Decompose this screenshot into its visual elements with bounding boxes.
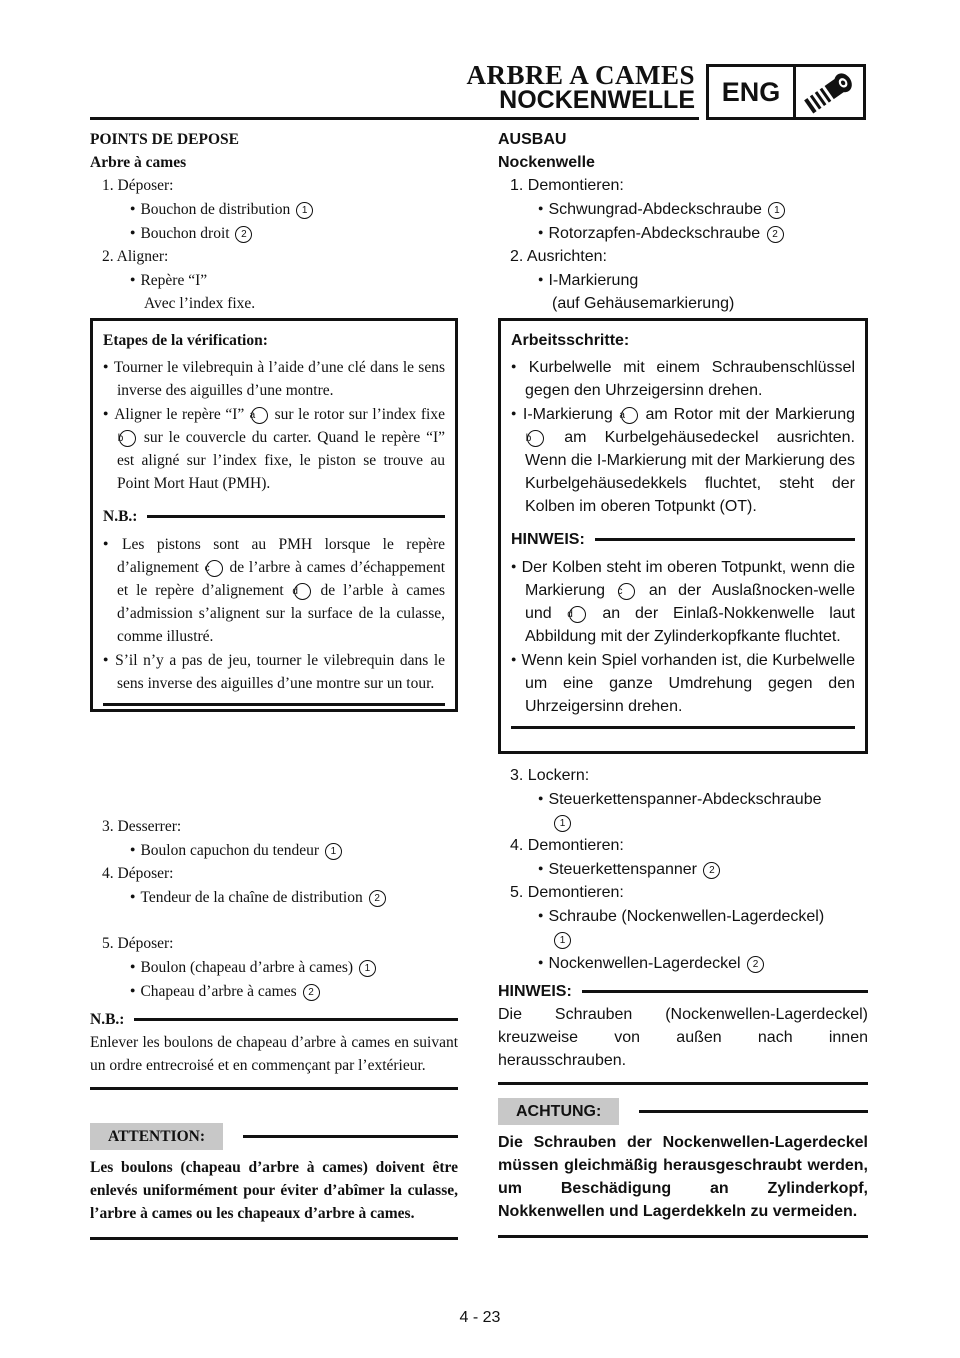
procedure-box xyxy=(90,318,458,712)
right-steps-3-5 xyxy=(498,764,868,975)
list-item: ● Kurbelwelle mit einem Schraubenschlüssel gegen den Uhrzeigersinn drehen. xyxy=(511,355,855,402)
step-4: 4. Demontieren: xyxy=(510,837,624,854)
step-4: 4. Déposer: xyxy=(102,865,174,882)
ref-number: 2 xyxy=(235,226,252,243)
step-2: 2. Ausrichten: xyxy=(510,248,607,265)
list-item: ● Wenn kein Spiel vorhanden ist, die Kurbelwelle um eine ganze Umdrehung gegen den Uhrzeigersinn drehen. xyxy=(511,648,855,718)
list-item: ● I-Markierung a am Rotor mit der Markierung b am Kurbelgehäusedeckel ausrichten. Wenn die I-Markierung mit der Markierung des Kurbelgehäusedekkels fluchtet, steht der Kolben im oberen Totpunkt (OT). xyxy=(511,402,855,518)
box-title: Arbeitsschritte: xyxy=(511,332,630,349)
eng-badge xyxy=(706,64,866,120)
section-title: POINTS DE DEPOSE xyxy=(90,131,240,148)
attention-block xyxy=(90,1123,458,1240)
achtung-text: Die Schrauben der Nockenwellen-Lagerdeckel müssen gleichmäßig herausgeschraubt werden, um Beschädigung an Zylinderkopf, Nokkenwellen und Lagerdekkeln zu vermeiden. xyxy=(498,1134,868,1220)
ref-letter: c xyxy=(206,560,223,577)
list-item: ● Der Kolben steht im oberen Totpunkt, wenn die Markierung c an der Auslaßnocken-welle und d an der Einlaß-Nokkenwelle laut Abbildung mit der Zylinderkopfkante fluchtet. xyxy=(511,555,855,648)
list-item: ● Bouchon droit 2 xyxy=(90,221,458,245)
step-3: 3. Lockern: xyxy=(510,767,590,784)
list-item: ● Steuerkettenspanner 2 xyxy=(498,857,868,881)
achtung-block xyxy=(498,1098,868,1238)
procedure-box xyxy=(498,318,868,754)
achtung-label: ACHTUNG: xyxy=(498,1098,619,1125)
box-title: Etapes de la vérification: xyxy=(103,332,268,349)
subtitle: Nockenwelle xyxy=(498,154,595,171)
list-item: ● Tendeur de la chaîne de distribution 2 xyxy=(90,885,458,909)
eng-label: ENG xyxy=(709,67,796,117)
list-item-cont: Avec l’index fixe. xyxy=(144,295,256,312)
list-item: ● Tourner le vilebrequin à l’aide d’une clé dans le sens inverse des aiguilles d’une montre. xyxy=(103,355,445,402)
right-column xyxy=(498,128,868,315)
nb-note-2: N.B.: Enlever les boulons de chapeau d’arbre à cames en suivant un ordre entrecroisé et en commençant par l’extérieur. xyxy=(90,1008,458,1090)
ref-letter: a xyxy=(621,407,638,424)
attention-text: Les boulons (chapeau d’arbre à cames) doivent être enlevés uniformément pour éviter d’abîmer la culasse, l’arbre à cames ou les chapeaux d’arbre à cames. xyxy=(90,1159,458,1222)
ref-number: 1 xyxy=(296,202,313,219)
list-item: ● Steuerkettenspanner-Abdeckschraube xyxy=(498,787,868,811)
ref-letter: d xyxy=(569,606,586,623)
list-item: ● Boulon (chapeau d’arbre à cames) 1 xyxy=(90,955,458,979)
step-2: 2. Aligner: xyxy=(102,248,169,265)
list-item: ● Chapeau d’arbre à cames 2 xyxy=(90,979,458,1003)
left-steps-3-5 xyxy=(90,815,458,1003)
step-5: 5. Demontieren: xyxy=(510,884,624,901)
hinweis-note-2: HINWEIS: Die Schrauben (Nockenwellen-Lagerdeckel) kreuzweise von außen nach innen herausschrauben. xyxy=(498,980,868,1085)
ref-number: 2 xyxy=(303,984,320,1001)
step-5: 5. Déposer: xyxy=(102,935,174,952)
list-item: ● Les pistons sont au PMH lorsque le repère d’alignement c de l’arbre à cames d’échappement et le repère d’alignement d de l’arble à cames d’admission s’alignent sur la surface de la culasse, comme illustré. xyxy=(103,532,445,648)
list-item: ● Schwungrad-Abdeckschraube 1 xyxy=(498,197,868,221)
list-item: ● S’il n’y a pas de jeu, tourner le vilebrequin dans le sens inverse des aiguilles d’une montre sur un tour. xyxy=(103,648,445,695)
nb-heading: N.B.: xyxy=(103,505,445,528)
title-fr: ARBRE A CAMES xyxy=(466,60,695,90)
nb-text: Enlever les boulons de chapeau d’arbre à cames en suivant un ordre entrecroisé et en commençant par l’extérieur. xyxy=(90,1034,458,1074)
section-title: AUSBAU xyxy=(498,131,567,148)
ref-letter: b xyxy=(119,430,136,447)
hinweis-end-rule xyxy=(511,726,855,729)
ref-number: 1 xyxy=(554,815,571,832)
list-item: ● Aligner le repère “I” a sur le rotor sur l’index fixe b sur le couvercle du carter. Quand le repère “I” est aligné sur l’index fixe, le piston se trouve au Point Mort Haut (PMH). xyxy=(103,402,445,495)
attention-label: ATTENTION: xyxy=(90,1123,223,1150)
hinweis-heading: HINWEIS: xyxy=(511,528,855,551)
ref-number: 1 xyxy=(768,202,785,219)
nb-end-rule xyxy=(103,703,445,706)
camshaft-icon xyxy=(796,67,863,117)
ref-number: 1 xyxy=(554,932,571,949)
hinweis-text: Die Schrauben (Nockenwellen-Lagerdeckel) kreuzweise von außen nach innen herausschrauben. xyxy=(498,1006,868,1069)
step-1: 1. Demontieren: xyxy=(510,177,624,194)
list-item: ● Bouchon de distribution 1 xyxy=(90,197,458,221)
ref-letter: b xyxy=(527,430,544,447)
ref-number: 2 xyxy=(703,862,720,879)
list-item: ● Rotorzapfen-Abdeckschraube 2 xyxy=(498,221,868,245)
left-column xyxy=(90,128,458,315)
ref-number: 1 xyxy=(359,960,376,977)
list-item: ● Schraube (Nockenwellen-Lagerdeckel) xyxy=(498,904,868,928)
ref-letter: d xyxy=(294,583,311,600)
subtitle: Arbre à cames xyxy=(90,154,187,171)
ref-number: 2 xyxy=(767,226,784,243)
title-de: NOCKENWELLE xyxy=(499,86,695,114)
ref-number: 1 xyxy=(325,843,342,860)
list-item: ● Repère “I” xyxy=(90,268,458,292)
ref-letter: c xyxy=(618,583,635,600)
page-number: 4 - 23 xyxy=(459,1309,501,1326)
step-3: 3. Desserrer: xyxy=(102,818,182,835)
list-item: ● Boulon capuchon du tendeur 1 xyxy=(90,838,458,862)
ref-letter: a xyxy=(251,407,268,424)
list-item-cont: (auf Gehäusemarkierung) xyxy=(552,295,735,312)
ref-number: 2 xyxy=(369,890,386,907)
header-rule xyxy=(90,117,699,120)
step-1: 1. Déposer: xyxy=(102,177,174,194)
list-item: ● I-Markierung xyxy=(498,268,868,292)
list-item: ● Nockenwellen-Lagerdeckel 2 xyxy=(498,951,868,975)
ref-number: 2 xyxy=(747,956,764,973)
